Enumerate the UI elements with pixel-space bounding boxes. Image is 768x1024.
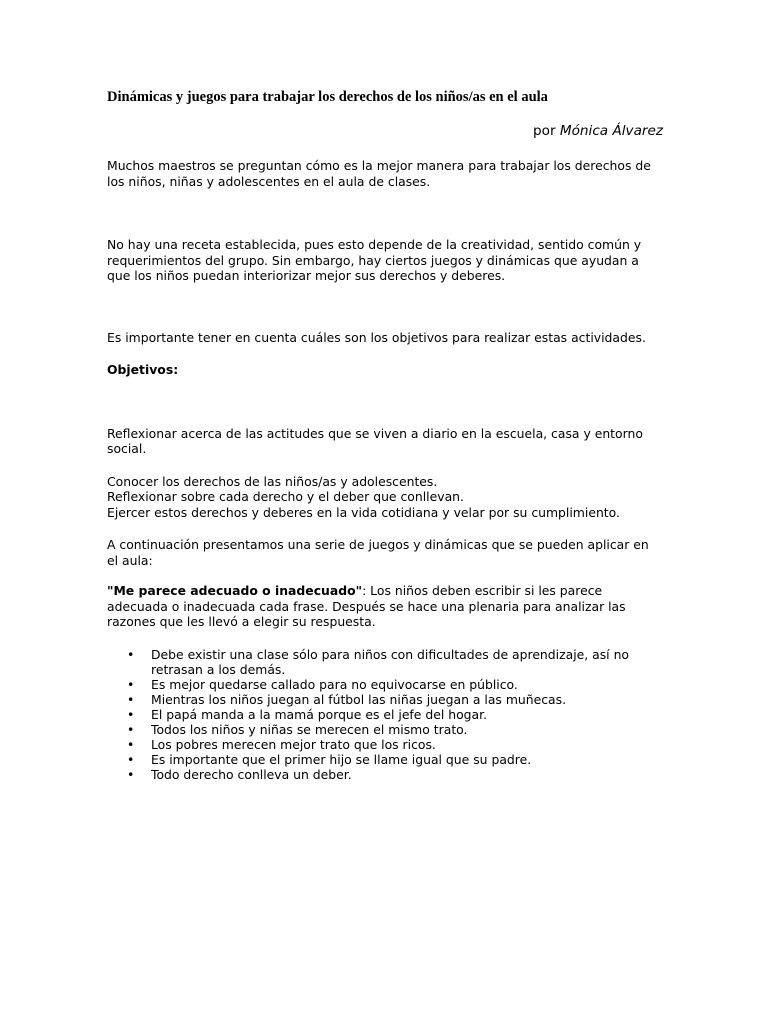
objective-2: Conocer los derechos de las niños/as y adolescentes. bbox=[107, 473, 438, 489]
statement-text: Todo derecho conlleva un deber. bbox=[151, 766, 352, 782]
statement-item bbox=[127, 766, 662, 782]
objectives-group bbox=[107, 474, 662, 521]
statement-text: El papá manda a la mamá porque es el jefe del hogar. bbox=[151, 706, 488, 722]
statement-item bbox=[127, 751, 662, 767]
intro-paragraph-2: No hay una receta establecida, pues esto depende de la creatividad, sentido común y requerimientos del grupo. Sin embargo, hay ciertos juegos y dinámicas que ayudan a que los niños puedan interiorizar mejor sus derechos y deberes. bbox=[107, 237, 642, 283]
document-title: Dinámicas y juegos para trabajar los derechos de los niños/as en el aula bbox=[107, 89, 548, 105]
document-page bbox=[107, 88, 662, 782]
statement-item bbox=[127, 691, 662, 707]
statement-item bbox=[127, 646, 662, 677]
bullet-icon: • bbox=[127, 691, 135, 707]
statement-item bbox=[127, 706, 662, 722]
bullet-icon: • bbox=[127, 676, 135, 692]
byline-author: Mónica Álvarez bbox=[559, 123, 663, 139]
intro-paragraph-1: Muchos maestros se preguntan cómo es la mejor manera para trabajar los derechos de los niños, niñas y adolescentes en el aula de clases. bbox=[107, 158, 651, 189]
objective-3: Reflexionar sobre cada derecho y el deber que conllevan. bbox=[107, 489, 464, 504]
statement-item bbox=[127, 721, 662, 737]
statements-list bbox=[107, 647, 662, 782]
statement-text: Debe existir una clase sólo para niños con dificultades de aprendizaje, así no retrasan a los demás. bbox=[151, 646, 630, 677]
byline bbox=[107, 122, 663, 140]
objectives-heading: Objetivos: bbox=[107, 362, 179, 377]
bullet-icon: • bbox=[127, 721, 135, 737]
game-paragraph bbox=[107, 583, 662, 630]
statement-item bbox=[127, 676, 662, 692]
statement-text: Es importante que el primer hijo se llame igual que su padre. bbox=[151, 751, 532, 767]
statement-text: Es mejor quedarse callado para no equivocarse en público. bbox=[151, 676, 518, 692]
statement-text: Todos los niños y niñas se merecen el mismo trato. bbox=[151, 721, 468, 737]
statement-text: Mientras los niños juegan al fútbol las niñas juegan a las muñecas. bbox=[151, 691, 567, 707]
bullet-icon: • bbox=[127, 706, 135, 722]
intro-paragraph-3: Es importante tener en cuenta cuáles son los objetivos para realizar estas actividades. bbox=[107, 329, 646, 345]
game-label: "Me parece adecuado o inadecuado" bbox=[107, 583, 363, 598]
statement-text: Los pobres merecen mejor trato que los ricos. bbox=[151, 736, 436, 752]
bullet-icon: • bbox=[127, 766, 135, 782]
bullet-icon: • bbox=[127, 751, 135, 767]
games-intro: A continuación presentamos una serie de juegos y dinámicas que se pueden aplicar en el aula: bbox=[107, 537, 649, 568]
game-description: : Los niños deben escribir si les parece adecuada o inadecuada cada frase. Después se hace una plenaria para analizar las razones que les llevó a elegir su respuesta. bbox=[107, 583, 626, 629]
bullet-icon: • bbox=[127, 736, 135, 752]
byline-prefix: por bbox=[533, 123, 560, 139]
objective-4: Ejercer estos derechos y deberes en la vida cotidiana y velar por su cumplimiento. bbox=[107, 504, 620, 520]
statement-item bbox=[127, 736, 662, 752]
objective-1: Reflexionar acerca de las actitudes que se viven a diario en la escuela, casa y entorno social. bbox=[107, 425, 643, 456]
bullet-icon: • bbox=[127, 646, 135, 662]
